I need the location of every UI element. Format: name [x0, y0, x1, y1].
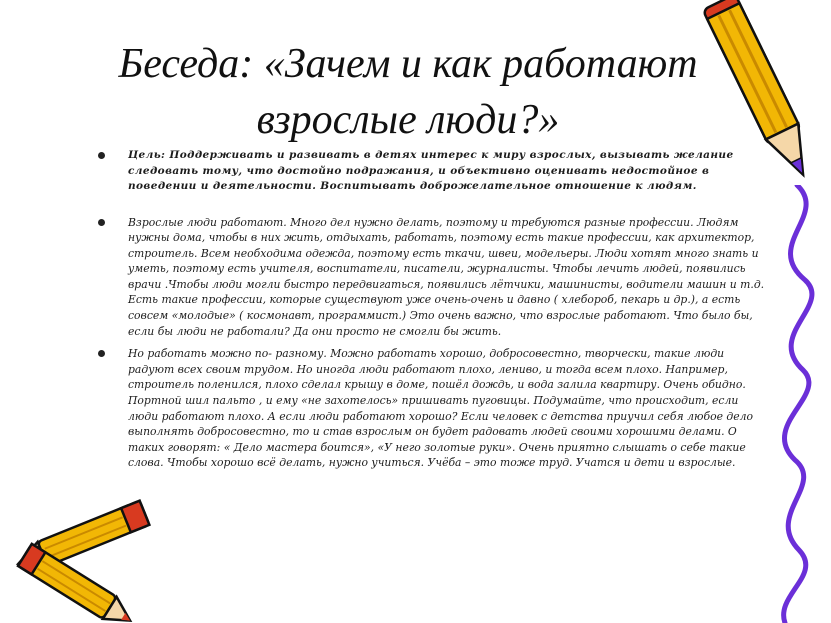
pencil-top-right-icon	[690, 0, 831, 200]
goal-text: Поддерживать и развивать в детях интерес к миру взрослых, вызывать желание следовать тому, что достойно подражания, и объективно оценивать недостойное в поведении и деятельности. Воспитывать доброжелательное отношение к людям.	[128, 149, 734, 192]
bullet-dot-icon	[98, 350, 105, 357]
bullet-goal	[98, 148, 766, 195]
title-line-1: Беседа: «Зачем и как работают	[118, 41, 698, 87]
goal-label: Цель:	[128, 149, 166, 161]
bullet-why-work	[98, 215, 766, 340]
squiggle-line-icon	[745, 185, 831, 623]
bullet-dot-icon	[98, 152, 105, 159]
title-line-2: взрослые люди?»	[256, 97, 560, 143]
bullet-dot-icon	[98, 219, 105, 226]
pencils-bottom-left-icon	[0, 478, 175, 623]
how-work-text: Но работать можно по- разному. Можно работать хорошо, добросовестно, творчески, такие люди радуют всех своим трудом. Но иногда люди работают плохо, лениво, и тогда всем плохо. Например, строитель поленился, плохо сделал крышу в доме, пошёл дождь, и вода залила квартиру. Очень обидно. Портной шил пальто , и ему «не захотелось» пришивать пуговицы. Подумайте, что происходит, если люди работают плохо. А если люди работают хорошо? Если человек с детства приучил себя любое дело выполнять добросовестно, то и став взрослым он будет радовать людей своими хорошими делами. О таких говорят: « Дело мастера боится», «У него золотые руки». Очень приятно слышать о себе такие слова. Чтобы хорошо всё делать, нужно учиться. Учёба – это тоже труд. Учатся и дети и взрослые.	[128, 347, 754, 470]
slide-title	[88, 36, 728, 148]
bullet-how-work	[98, 346, 766, 471]
bullet-list	[98, 148, 766, 471]
why-work-text: Взрослые люди работают. Много дел нужно делать, поэтому и требуются разные профессии. Людям нужны дома, чтобы в них жить, отдыхать, работать, поэтому есть такие профессии, как архитектор, строитель. Всем необходима одежда, поэтому есть ткачи, швеи, модельеры. Люди хотят много знать и уметь, поэтому есть учителя, воспитатели, писатели, журналисты. Чтобы лечить людей, появились врачи .Чтобы люди могли быстро передвигаться, появились лётчики, машинисты, водители машин и т.д. Есть такие профессии, которые существуют уже очень-очень и давно ( хлебороб, пекарь и др.), а есть совсем «молодые» ( космонавт, программист.) Это очень важно, что взрослые работают. Что было бы, если бы люди не работали? Да они просто не смогли бы жить.	[128, 215, 765, 338]
